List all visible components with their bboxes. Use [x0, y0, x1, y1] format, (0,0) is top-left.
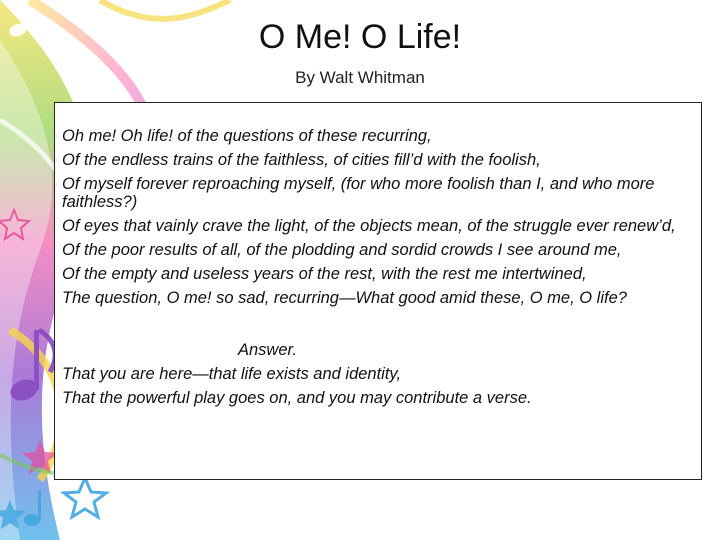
answer-line: That the powerful play goes on, and you may contribute a verse. — [62, 389, 532, 407]
answer-line: That you are here—that life exists and identity, — [62, 365, 402, 383]
poem-line: Of eyes that vainly crave the light, of the objects mean, of the struggle ever renew’d, — [62, 217, 676, 235]
author-byline: By Walt Whitman — [295, 68, 425, 87]
poem-line: Of the endless trains of the faithless, of cities fill’d with the foolish, — [62, 151, 541, 169]
poem-line: Oh me! Oh life! of the questions of these recurring, — [62, 127, 432, 145]
star-icon — [64, 478, 106, 517]
page-title: O Me! O Life! — [258, 18, 462, 56]
poem-line: The question, O me! so sad, recurring—What good amid these, O me, O life? — [62, 289, 627, 307]
poem-box — [54, 102, 702, 480]
poem-line: Of the empty and useless years of the rest, with the rest me intertwined, — [62, 265, 587, 283]
poem-line: Of myself forever reproaching myself, (for who more foolish than I, and who more faithless?) — [62, 175, 655, 211]
poem-line: Of the poor results of all, of the plodding and sordid crowds I see around me, — [62, 241, 622, 259]
answer-heading: Answer. — [238, 341, 297, 359]
